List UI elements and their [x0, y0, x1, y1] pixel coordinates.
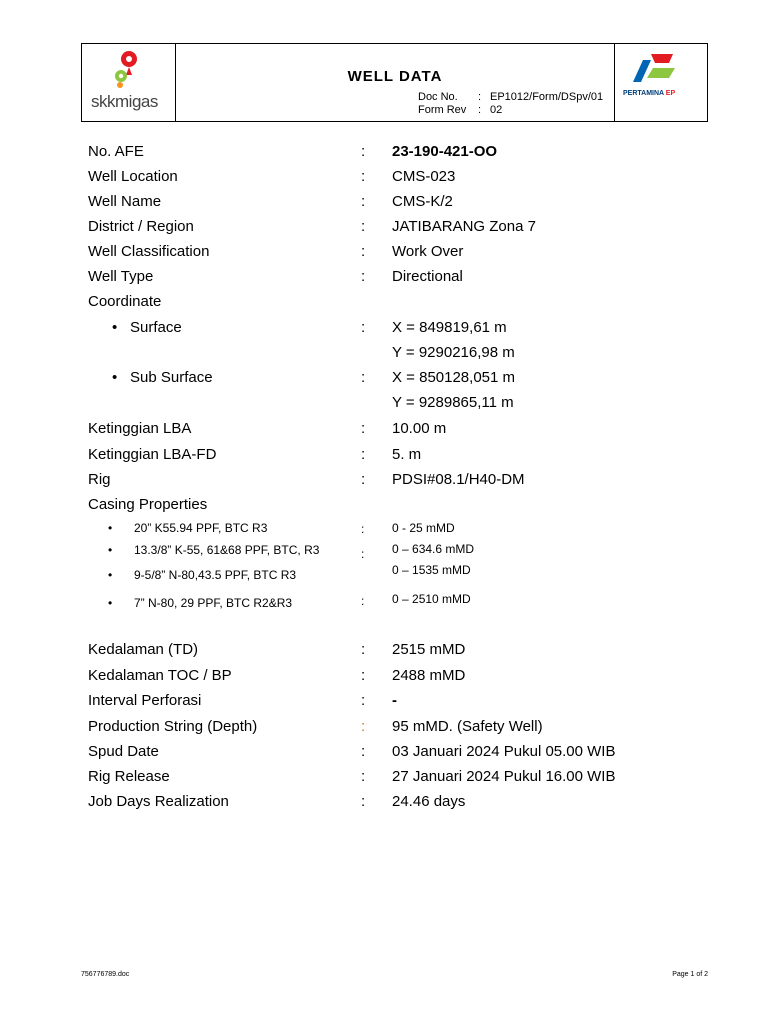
coordinate-label: Surface [130, 319, 182, 336]
skkmigas-logo [82, 44, 176, 121]
colon: : [361, 547, 365, 561]
colon: : [361, 369, 366, 386]
coordinate-x: X = 850128,051 m [392, 369, 516, 386]
field-value: Directional [392, 268, 463, 285]
colon: : [478, 104, 482, 116]
footer-page-number: Page 1 of 2 [672, 971, 708, 978]
colon: : [361, 319, 366, 336]
colon: : [361, 243, 366, 260]
colon: : [361, 594, 365, 608]
field-value: 23-190-421-OO [392, 143, 498, 160]
field-label: Kedalaman TOC / BP [88, 667, 232, 684]
colon: : [361, 522, 365, 536]
field-spud-date [88, 743, 616, 760]
field-value: 27 Januari 2024 Pukul 16.00 WIB [392, 768, 616, 785]
doc-info [418, 91, 603, 117]
casing-value: 0 - 25 mMD [392, 521, 455, 535]
colon: : [361, 692, 366, 709]
field-label: Casing Properties [88, 496, 208, 513]
field-interval-perforasi [88, 692, 397, 709]
pertamina-logo-text [623, 90, 675, 97]
colon: : [361, 768, 366, 785]
casing-value: 0 – 1535 mMD [392, 563, 471, 577]
field-label: Production String (Depth) [88, 718, 258, 735]
footer-filename: 756776789.doc [81, 971, 130, 978]
field-label: No. AFE [88, 143, 144, 160]
casing-label: 13.3/8” K-55, 61&68 PPF, BTC, R3 [134, 543, 320, 557]
bullet-icon: • [108, 568, 113, 582]
field-label: Spud Date [88, 743, 159, 760]
field-label: District / Region [88, 218, 194, 235]
colon: : [361, 446, 366, 463]
ep-text: EP [665, 90, 676, 97]
field-well-location [88, 168, 456, 185]
field-well-classification [88, 243, 464, 260]
field-district-region [88, 218, 536, 235]
field-value: 24.46 days [392, 793, 466, 810]
colon: : [361, 743, 366, 760]
field-kedalaman-toc-bp [88, 667, 466, 684]
document-title: WELL DATA [347, 68, 443, 85]
colon: : [361, 193, 366, 210]
colon: : [361, 218, 366, 235]
casing-label: 7” N-80, 29 PPF, BTC R2&R3 [134, 596, 293, 610]
field-value: - [392, 692, 397, 709]
skkmigas-logo-text: skkmigas [91, 92, 158, 111]
field-rig [88, 471, 525, 488]
field-value: 2488 mMD [392, 667, 466, 684]
colon: : [361, 641, 366, 658]
bullet-icon: • [108, 543, 113, 557]
bullet-icon: • [112, 319, 118, 336]
doc-no-value: EP1012/Form/DSpv/01 [490, 91, 604, 103]
coordinate-y: Y = 9289865,11 m [392, 394, 514, 411]
pertamina-ep-logo [614, 44, 707, 121]
colon: : [361, 667, 366, 684]
field-job-days-realization [88, 793, 466, 810]
field-coordinate [88, 293, 161, 310]
field-no-afe [88, 143, 498, 160]
colon: : [361, 268, 366, 285]
colon: : [478, 91, 482, 103]
casing-value: 0 – 2510 mMD [392, 592, 471, 606]
casing-value: 0 – 634.6 mMD [392, 542, 475, 556]
skkmigas-mark-icon [82, 44, 175, 94]
field-label: Interval Perforasi [88, 692, 202, 709]
bullet-icon: • [108, 596, 113, 610]
casing-label: 9-5/8” N-80,43.5 PPF, BTC R3 [134, 568, 297, 582]
coordinate-x: X = 849819,61 m [392, 319, 507, 336]
field-label: Well Name [88, 193, 162, 210]
field-label: Well Classification [88, 243, 210, 260]
colon: : [361, 143, 366, 160]
bullet-icon: • [108, 521, 113, 535]
field-value: 10.00 m [392, 420, 447, 437]
field-value: 2515 mMD [392, 641, 466, 658]
field-label: Well Type [88, 268, 154, 285]
field-value: Work Over [392, 243, 464, 260]
field-value: 95 mMD. (Safety Well) [392, 718, 543, 735]
field-label: Ketinggian LBA-FD [88, 446, 217, 463]
field-casing-properties [88, 496, 207, 513]
colon: : [361, 471, 366, 488]
field-label: Coordinate [88, 293, 162, 310]
coordinate-y: Y = 9290216,98 m [392, 344, 515, 361]
field-value: 03 Januari 2024 Pukul 05.00 WIB [392, 743, 616, 760]
colon: : [361, 718, 366, 735]
pertamina-mark-icon [615, 44, 707, 89]
field-label: Rig Release [88, 768, 170, 785]
doc-no-label: Doc No. [418, 91, 458, 103]
field-label: Well Location [88, 168, 178, 185]
field-well-name [88, 193, 453, 210]
field-kedalaman-td [88, 641, 466, 658]
field-production-string [88, 718, 543, 735]
field-label: Kedalaman (TD) [88, 641, 199, 658]
field-value: JATIBARANG Zona 7 [392, 218, 536, 235]
field-label: Job Days Realization [88, 793, 229, 810]
field-label: Rig [88, 471, 111, 488]
form-rev-label: Form Rev [418, 104, 467, 116]
field-value: CMS-023 [392, 168, 456, 185]
form-rev-value: 02 [490, 104, 503, 116]
casing-label: 20” K55.94 PPF, BTC R3 [134, 521, 268, 535]
bullet-icon: • [112, 369, 118, 386]
pertamina-text: PERTAMINA [623, 90, 664, 97]
field-label: Ketinggian LBA [88, 420, 192, 437]
field-value: CMS-K/2 [392, 193, 453, 210]
coordinate-label: Sub Surface [130, 369, 213, 386]
colon: : [361, 168, 366, 185]
colon: : [361, 420, 366, 437]
field-rig-release [88, 768, 616, 785]
field-ketinggian-lba-fd [88, 446, 422, 463]
field-ketinggian-lba [88, 420, 447, 437]
colon: : [361, 793, 366, 810]
field-value: 5. m [392, 446, 422, 463]
field-value: PDSI#08.1/H40-DM [392, 471, 525, 488]
document-header [81, 43, 708, 122]
field-well-type [88, 268, 463, 285]
